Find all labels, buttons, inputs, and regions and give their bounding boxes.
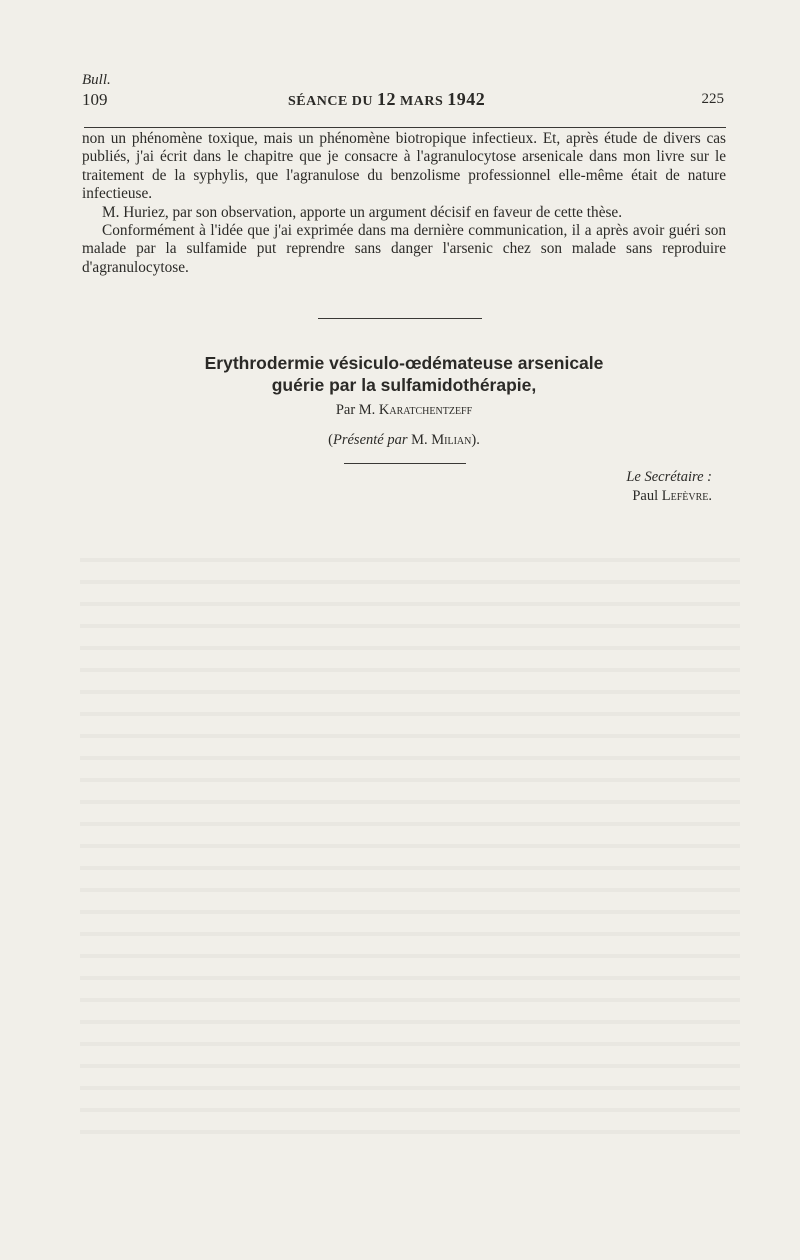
presented-by [82,432,726,449]
presented-close: ). [471,432,480,448]
paragraph-2: M. Huriez, par son observation, apporte un argument décisif en faveur de cette thèse. [102,203,623,221]
running-title-month: MARS [400,94,444,109]
show-through-texture [80,540,740,1140]
article-title-line-2: guérie par la sulfamidothérapie, [271,375,537,395]
paragraph-1: non un phénomène toxique, mais un phénomène biotropique infectieux. Et, après étude de divers cas publiés, j'ai écrit dans le chapitre que je consacre à l'agranulocytose arsenicale dans mon livre sur le traitement de la syphylis, que l'agranulose du benzolisme professionnel elle-même était de nature infectieuse. [82,130,726,203]
running-title-year: 1942 [447,89,486,109]
signature-block [626,468,712,506]
signature-name [626,487,712,506]
presented-label: Présenté par [332,432,408,448]
byline [82,402,726,419]
byline-divider [344,463,466,464]
page-number: 225 [701,91,724,107]
presented-open: ( [328,432,333,448]
running-title-prefix: SÉANCE DU [288,94,374,109]
running-title [288,89,485,110]
running-title-day: 12 [377,89,397,109]
signature-first-name: Paul [632,488,659,504]
presented-by-title: M. [411,432,428,448]
byline-prefix: Par M. [335,402,376,418]
article-title-line-1: Erythrodermie vésiculo-œdémateuse arsenicale [204,353,604,373]
header-rule [84,127,726,128]
signature-last-name: Lefèvre. [661,488,712,504]
journal-page-number: 109 [82,90,108,109]
presenter-name: Milian [431,432,472,448]
article-title [82,352,726,396]
page-header [82,72,726,122]
section-divider [318,318,482,319]
paragraph-3: Conformément à l'idée que j'ai exprimée dans ma dernière communication, il a après avoir guéri son malade par la sulfamide put reprendre sans danger l'arsenic chez son malade sans reproduire d'agranulocytose. [82,222,726,276]
author-name: Karatchentzeff [378,402,473,418]
body-text [82,130,726,277]
journal-abbrev: Bull. [82,72,111,88]
signature-role: Le Secrétaire : [626,469,712,485]
